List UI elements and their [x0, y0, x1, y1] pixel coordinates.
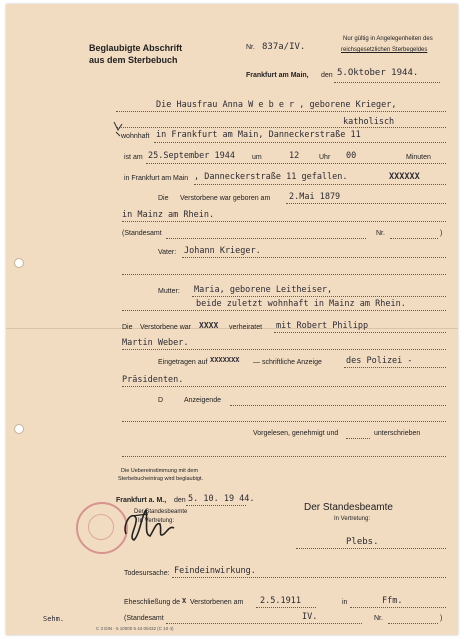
death-ist-am-label: ist am — [124, 154, 143, 161]
print-code: C 3 DIN · 5 10000 5 44 00432 (C 10 4) — [96, 626, 174, 631]
eingetragen-value: des Polizei - — [346, 356, 413, 366]
birth-close-paren: ) — [440, 230, 443, 237]
punch-hole-bottom — [14, 424, 24, 434]
eingetragen-line — [344, 367, 446, 368]
mutter-value-line2: beide zuletzt wohnhaft in Mainz am Rhein. — [196, 299, 406, 309]
anzeigende-line1 — [230, 405, 446, 406]
birth-die-label: Die — [158, 195, 169, 202]
death-place: , Danneckerstraße 11 gefallen. — [194, 172, 348, 182]
certification-date: 5. 10. 19 44. — [188, 494, 255, 504]
death-place-struck: XXXXXX — [389, 172, 420, 182]
married-struck: XXXX — [199, 321, 219, 330]
todesursache-label: Todesursache: — [124, 570, 170, 577]
footer-standesamt-line — [166, 623, 362, 624]
document-page — [6, 4, 458, 635]
issue-den-label: den — [321, 72, 333, 79]
validity-note-line1: Nur gültig in Angelegenheiten des — [343, 36, 433, 42]
death-um-label: um — [252, 154, 262, 161]
praesident-value: Präsidenten. — [122, 375, 184, 385]
mutter-line2 — [122, 310, 446, 311]
footer-close-paren: ) — [440, 615, 443, 622]
vater-value: Johann Krieger. — [184, 246, 261, 256]
official-title: Der Standesbeamte — [304, 502, 393, 513]
residence-label: wohnhaft — [121, 133, 150, 140]
birth-nr-label: Nr. — [376, 230, 385, 237]
spouse-value-line2: Martin Weber. — [122, 338, 189, 348]
birth-standesamt-line — [166, 238, 366, 239]
certification-den: den — [174, 497, 186, 504]
eingetragen-rest: — schriftliche Anzeige — [253, 359, 322, 366]
deceased-person: Die Hausfrau Anna W e b e r , geborene Krieger, — [156, 100, 397, 110]
person-line — [116, 111, 446, 112]
residence-line — [154, 142, 446, 143]
certification-standesbeamte: Der Standesbeamte — [134, 509, 188, 515]
death-hour: 12 — [289, 151, 300, 161]
religion: katholisch — [343, 117, 395, 127]
married-die-label: Die — [122, 324, 133, 331]
marriage-place: Ffm. — [382, 596, 403, 606]
marriage-place-line — [350, 607, 446, 608]
official-vertretung: In Vertretung: — [334, 516, 371, 522]
document-title-line1: Beglaubigte Abschrift — [89, 43, 183, 53]
mutter-line1 — [192, 296, 446, 297]
verheiratet-label: verheiratet — [229, 324, 263, 331]
birth-date: 2.Mai 1879 — [289, 192, 341, 202]
birth-place: in Mainz am Rhein. — [122, 210, 215, 220]
unterschrieben-label: unterschrieben — [374, 430, 421, 437]
birth-standesamt-label: (Standesamt — [122, 230, 162, 237]
vater-label: Vater: — [158, 249, 177, 256]
certification-line2: Sterbebucheintrag wird beglaubigt. — [118, 476, 204, 482]
footer-nr-line — [388, 623, 438, 624]
margin-check-mark — [112, 120, 126, 138]
praesident-line — [122, 386, 446, 387]
eheschliessung-label: Eheschließung de — [124, 599, 181, 606]
anzeigende-label: Anzeigende — [184, 397, 221, 404]
register-number: 837a/IV. — [262, 42, 306, 52]
eheschliessung-struck: X — [182, 597, 187, 605]
document-title-line2: aus dem Sterbebuch — [89, 55, 178, 65]
religion-line — [116, 127, 446, 128]
anzeigende-line2 — [122, 421, 446, 422]
footer-standesamt-label: (Standesamt — [124, 615, 164, 622]
eingetragen-label: Eingetragen auf — [158, 359, 208, 366]
marriage-date: 2.5.1911 — [260, 596, 301, 606]
vorgelesen-line — [346, 438, 370, 439]
vater-extra-line — [122, 274, 446, 275]
death-place-line — [194, 184, 446, 185]
residence: in Frankfurt am Main, Danneckerstraße 11 — [156, 130, 361, 140]
married-label: Verstorbene war — [140, 324, 191, 331]
birth-place-line — [122, 221, 446, 222]
official-name: Plebs. — [346, 537, 379, 547]
unterschrieben-line — [122, 456, 446, 457]
death-place-prefix: in Frankfurt am Main — [124, 175, 189, 182]
mutter-label: Mutter: — [158, 288, 180, 295]
verstorbenen-label: Verstorbenen am — [190, 599, 244, 606]
left-margin-note: Sehm. — [43, 615, 65, 623]
issue-date: 5.Oktober 1944. — [337, 68, 419, 78]
footer-standesamt-value: IV. — [302, 612, 318, 622]
vater-line — [182, 257, 446, 258]
spouse-line2 — [122, 349, 446, 350]
issue-place: Frankfurt am Main, — [246, 72, 309, 79]
handwritten-signature — [118, 504, 178, 544]
spouse-line1 — [274, 332, 446, 333]
certification-place: Frankfurt a. M., — [116, 497, 167, 504]
certification-vertretung: In Vertretung: — [138, 518, 175, 524]
validity-note-line2: reichsgesetzlichen Sterbegeldes — [341, 47, 428, 53]
issue-date-line — [334, 82, 440, 83]
vorgelesen-label: Vorgelesen, genehmigt und — [253, 430, 339, 437]
birth-date-line — [286, 203, 446, 204]
footer-nr-label: Nr. — [374, 615, 383, 622]
eingetragen-struck: XXXXXXX — [210, 356, 240, 364]
marriage-in-label: in — [342, 599, 348, 606]
marriage-date-line — [256, 607, 316, 608]
birth-label: Verstorbene war geboren am — [180, 195, 271, 202]
certification-date-line — [186, 505, 246, 506]
birth-nr-line — [390, 238, 438, 239]
todesursache-value: Feindeinwirkung. — [174, 566, 256, 576]
punch-hole-top — [14, 258, 24, 268]
death-minuten-label: Minuten — [406, 154, 431, 161]
death-date: 25.September 1944 — [148, 151, 235, 161]
anzeigende-d-label: D — [158, 397, 164, 404]
mutter-value-line1: Maria, geborene Leitheiser, — [194, 285, 333, 295]
death-uhr-label: Uhr — [319, 154, 331, 161]
certification-line1: Die Uebereinstimmung mit dem — [121, 468, 199, 474]
register-number-label: Nr. — [246, 44, 255, 51]
spouse-value: mit Robert Philipp — [276, 321, 369, 331]
death-date-line — [146, 163, 446, 164]
todesursache-line — [172, 577, 446, 578]
death-minute: 00 — [346, 151, 357, 161]
official-signature-line — [296, 548, 446, 549]
